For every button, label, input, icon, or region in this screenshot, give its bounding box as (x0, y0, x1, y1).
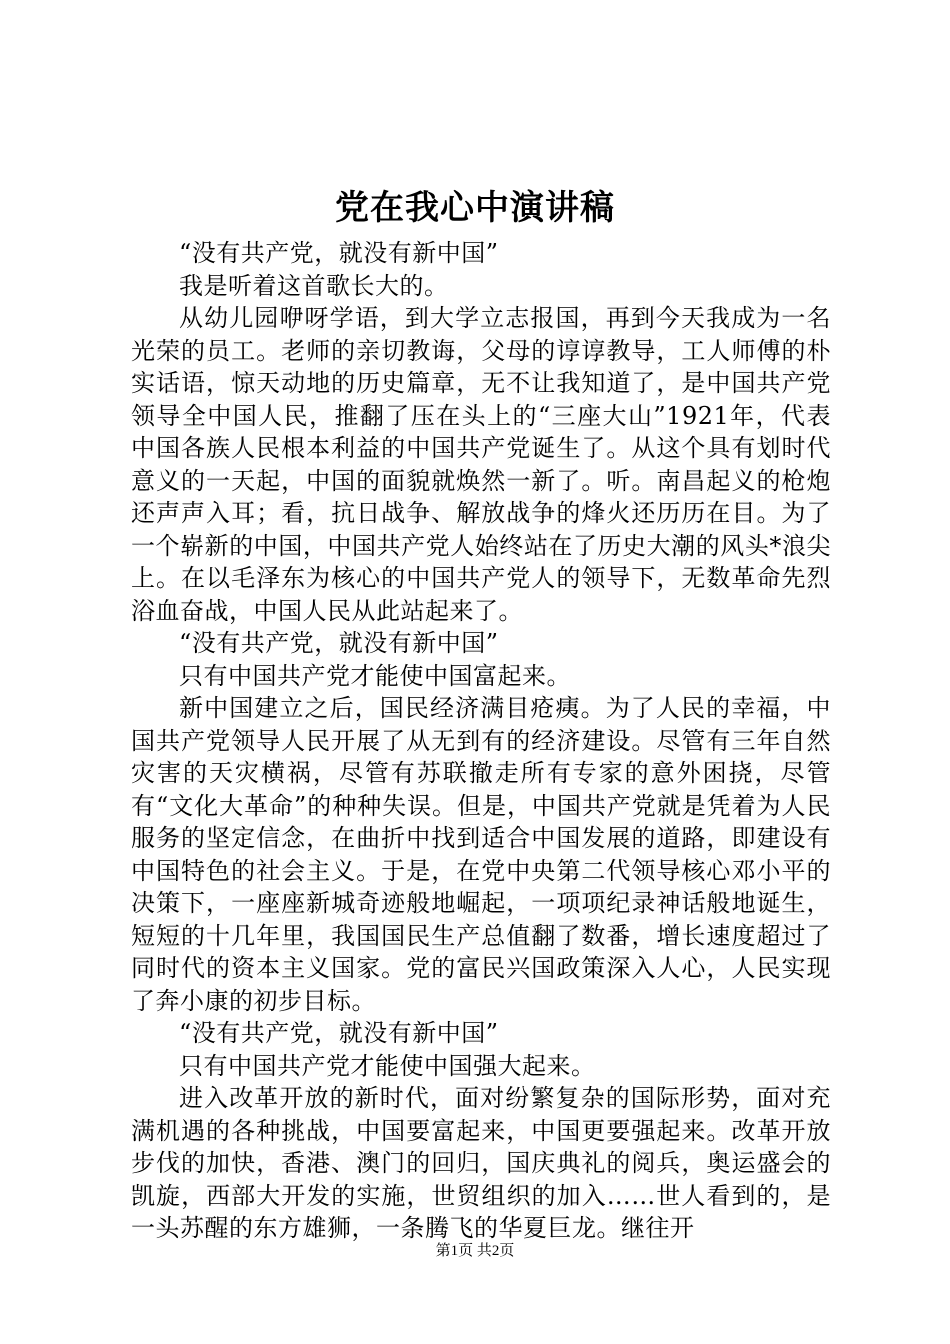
paragraph-5: 只有中国共产党才能使中国富起来。 (179, 661, 571, 690)
paragraph-2: 我是听着这首歌长大的。 (179, 271, 449, 300)
paragraph-7: “没有共产党，就没有新中国” (179, 1019, 499, 1047)
paragraph-4: “没有共产党，就没有新中国” (179, 629, 499, 657)
document-title: 党在我心中演讲稿 (335, 188, 615, 228)
document-body (131, 237, 831, 1245)
paragraph-1: “没有共产党，就没有新中国” (179, 239, 499, 267)
paragraph-6: 新中国建立之后，国民经济满目疮痍。为了人民的幸福，中国共产党领导人民开展了从无到有的经济建设。尽管有三年自然灾害的天灾横祸，尽管有苏联撤走所有专家的意外困挠，尽管有“文化大革命”的种种失误。但是，中国共产党就是凭着为人民服务的坚定信念，在曲折中找到适合中国发展的道路，即建设有中国特色的社会主义。于是，在党中央第二代领导核心邓小平的决策下，一座座新城奇迹般地崛起，一项项纪录神话般地诞生，短短的十几年里，我国国民生产总值翻了数番，增长速度超过了同时代的资本主义国家。党的富民兴国政策深入人心，人民实现了奔小康的初步目标。 (131, 694, 831, 1015)
paragraph-8: 只有中国共产党才能使中国强大起来。 (179, 1051, 596, 1080)
paragraph-3: 从幼儿园咿呀学语，到大学立志报国，再到今天我成为一名光荣的员工。老师的亲切教诲，父母的谆谆教导，工人师傅的朴实话语，惊天动地的历史篇章，无不让我知道了，是中国共产党领导全中国人民，推翻了压在头上的“三座大山”1921年，代表中国各族人民根本利益的中国共产党诞生了。从这个具有划时代意义的一天起，中国的面貌就焕然一新了。听。南昌起义的枪炮还声声入耳；看，抗日战争、解放战争的烽火还历历在目。为了一个崭新的中国，中国共产党人始终站在了历史大潮的风头*浪尖上。在以毛泽东为核心的中国共产党人的领导下，无数革命先烈浴血奋战，中国人民从此站起来了。 (131, 304, 831, 625)
page-number-footer: 第1页 共2页 (435, 1243, 515, 1259)
paragraph-9: 进入改革开放的新时代，面对纷繁复杂的国际形势，面对充满机遇的各种挑战，中国要富起来，中国更要强起来。改革开放步伐的加快，香港、澳门的回归，国庆典礼的阅兵，奥运盛会的凯旋，西部大开发的实施，世贸组织的加入……世人看到的，是一头苏醒的东方雄狮，一条腾飞的华夏巨龙。继往开 (131, 1084, 831, 1242)
